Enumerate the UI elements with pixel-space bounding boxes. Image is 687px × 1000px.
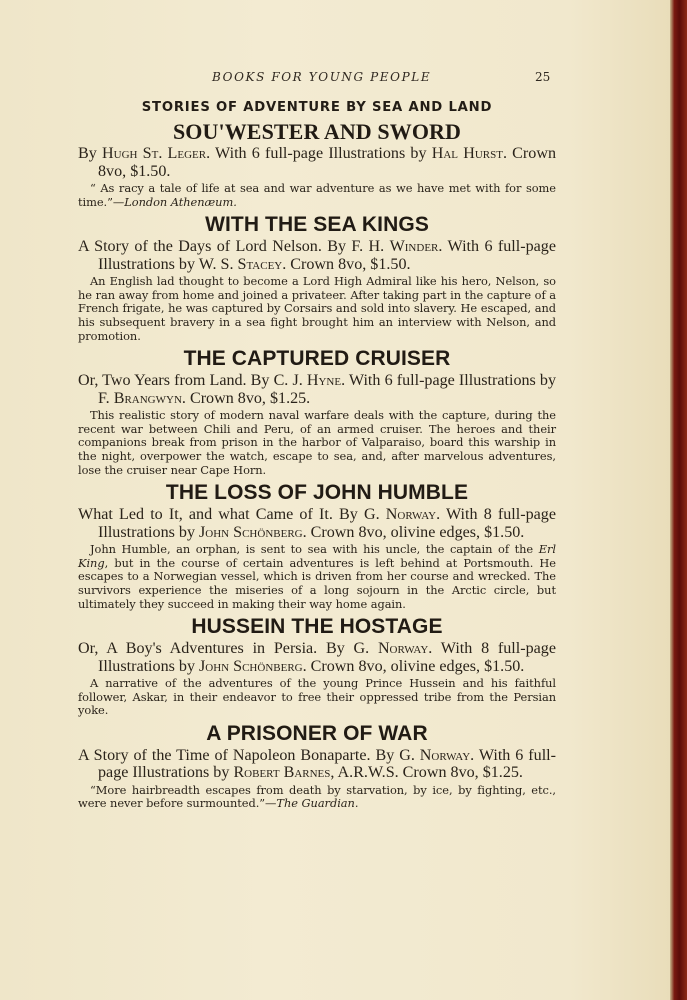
book-title: HUSSEIN THE HOSTAGE [191, 615, 443, 639]
line-suffix: . Crown 8vo, olivine edges, $1.50. [302, 523, 525, 541]
line-prefix: What Led to It, and what Came of It. By G. [78, 506, 386, 524]
book-spine-edge [670, 0, 687, 1000]
line-prefix: Or, Two Years from Land. By C. J. [78, 372, 307, 390]
review-source: London Athenæum. [124, 194, 237, 209]
book-publication-line [78, 506, 556, 541]
illustrator-name: John Schönberg [199, 523, 303, 541]
line-prefix: A Story of the Time of Napoleon Bonaparte. By G. [78, 746, 420, 764]
section-heading: STORIES OF ADVENTURE BY SEA AND LAND [141, 100, 493, 115]
review-quote: “More hairbreadth escapes from death by starvation, by ice, by fighting, etc., were never before surmounted.”— [78, 782, 556, 811]
line-mid: . With 6 full-page Illustrations by W. S. [98, 238, 556, 273]
book-entry [78, 347, 556, 477]
line-prefix: A Story of the Days of Lord Nelson. By F. H. [78, 238, 390, 256]
book-entry [78, 615, 556, 718]
illustrator-name: Robert Barnes [233, 764, 331, 782]
book-description [78, 543, 556, 611]
catalog-content [78, 100, 556, 811]
review-source: The Guardian. [276, 796, 359, 811]
book-description: A narrative of the adventures of the young Prince Hussein and his faithful follower, Askar, in their endeavor to free their oppressed tribe from the Persian yoke. [78, 676, 556, 718]
ship-name: Erl King [78, 542, 556, 570]
review-quote: “ As racy a tale of life at sea and war adventure as we have met with for some time.”— [78, 181, 556, 209]
line-mid: . With 6 full-page Illustrations by [206, 145, 432, 162]
line-mid: . With 8 full-page Illustrations by [98, 506, 556, 541]
book-title: SOU'WESTER AND SWORD [172, 119, 462, 144]
book-description [78, 784, 556, 811]
author-name: Norway [419, 746, 471, 764]
book-title: WITH THE SEA KINGS [205, 213, 429, 237]
book-description [78, 182, 556, 209]
description-text: , but in the course of certain adventures is left behind at Portsmouth. He escapes to a Norwegian vessel, which is driven from her course and wrecked. The survivors experience the miseries of a long sojourn in the Arctic circle, but ultimately they succeed in making their way home again. [78, 555, 556, 611]
author-name: Hugh St. Leger [102, 145, 207, 162]
line-prefix: By [78, 145, 102, 162]
book-description: An English lad thought to become a Lord High Admiral like his hero, Nelson, so he ran away from home and joined a privateer. After taking part in the capture of a French frigate, he was captured by Corsairs and sold into slavery. He escaped, and his subsequent bravery in a sea fight brought him an interview with Nelson, and promotion. [78, 274, 556, 343]
line-prefix: Or, A Boy's Adventures in Persia. By G. [78, 640, 378, 658]
book-title: A PRISONER OF WAR [206, 721, 428, 745]
illustrator-name: Stacey [237, 255, 283, 273]
line-mid: . With 6 full-page Illustrations by F. [98, 372, 557, 407]
running-head [0, 70, 670, 88]
running-head-title: BOOKS FOR YOUNG PEOPLE [212, 70, 432, 84]
page-number: 25 [535, 70, 551, 84]
line-suffix: . Crown 8vo, olivine edges, $1.50. [302, 657, 525, 675]
illustrator-name: John Schönberg [199, 657, 303, 675]
book-title: THE LOSS OF JOHN HUMBLE [165, 481, 469, 505]
author-name: Norway [377, 640, 429, 658]
line-suffix: . Crown 8vo, $1.50. [98, 145, 556, 180]
book-entry [78, 722, 556, 811]
illustrator-name: Hal Hurst [431, 145, 503, 162]
author-name: Winder [389, 238, 439, 256]
book-publication-line [78, 640, 556, 675]
line-suffix: . Crown 8vo, $1.25. [181, 389, 311, 407]
book-description: This realistic story of modern naval warfare deals with the capture, during the recent war between Chili and Peru, of an armed cruiser. The heroes and their companions break from prison in the harbor of Valparaiso, board this warship in the night, overpower the watch, escape to sea, and, after marvelous adventures, lose the cruiser near Cape Horn. [78, 408, 556, 477]
line-mid: . With 8 full-page Illustrations by [98, 640, 556, 675]
book-title: THE CAPTURED CRUISER [183, 347, 451, 371]
book-publication-line [78, 145, 556, 180]
illustrator-name: Brangwyn [113, 389, 182, 407]
description-text: John Humble, an orphan, is sent to sea with his uncle, the captain of the [90, 542, 539, 557]
line-mid: . With 6 full-page Illustrations by [98, 746, 556, 782]
line-suffix: . Crown 8vo, $1.50. [282, 255, 411, 273]
author-name: Norway [385, 506, 437, 524]
book-entry [78, 481, 556, 611]
book-publication-line [78, 372, 556, 407]
book-publication-line [78, 238, 556, 273]
book-entry [78, 120, 556, 209]
book-publication-line [78, 747, 556, 782]
line-suffix: , A.R.W.S. Crown 8vo, $1.25. [330, 764, 523, 782]
book-entry [78, 213, 556, 343]
author-name: Hyne [306, 372, 342, 390]
